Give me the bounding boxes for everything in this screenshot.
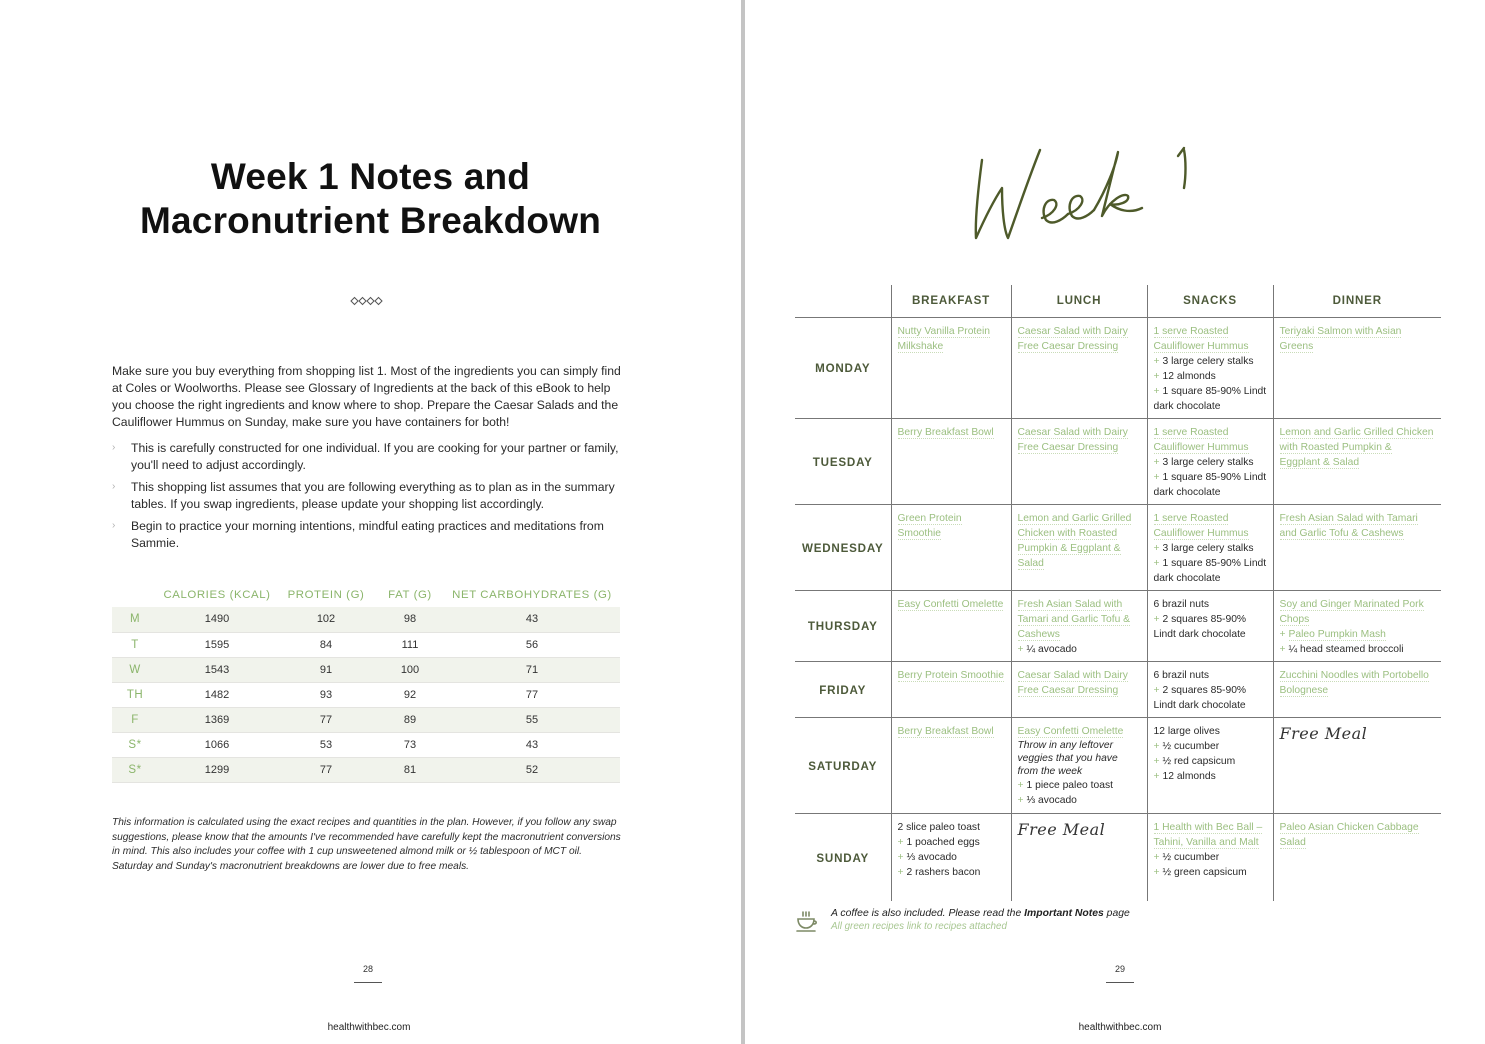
extra-text: ½ red capsicum bbox=[1162, 755, 1236, 767]
macro-carbs: 56 bbox=[444, 632, 620, 657]
plus-icon: + bbox=[897, 836, 904, 848]
plus-icon: + bbox=[897, 866, 904, 878]
snack-extra bbox=[1154, 683, 1267, 713]
diamond-ornament-icon bbox=[350, 295, 384, 307]
macro-protein: 77 bbox=[276, 707, 376, 732]
recipe-link[interactable]: Fresh Asian Salad with Tamari and Garlic Tofu & Cashews bbox=[1017, 598, 1131, 640]
snack-extra bbox=[1154, 455, 1267, 470]
macro-fat: 111 bbox=[376, 632, 444, 657]
plus-icon: + bbox=[1153, 740, 1160, 752]
recipe-link[interactable]: Lemon and Garlic Grilled Chicken with Roasted Pumpkin & Eggplant & Salad bbox=[1279, 426, 1434, 468]
snacks-cell bbox=[1147, 717, 1273, 813]
day-row-tuesday bbox=[795, 418, 1441, 504]
day-row-wednesday bbox=[795, 504, 1441, 590]
header-breakfast: BREAKFAST bbox=[891, 285, 1011, 317]
snack-extra bbox=[1154, 354, 1267, 369]
snack-extra bbox=[1154, 850, 1267, 865]
macro-carbs: 52 bbox=[444, 757, 620, 782]
bullet-text: Begin to practice your morning intentions, mindful eating practices and meditations from Sammie. bbox=[131, 519, 604, 550]
lunch-extra bbox=[1018, 778, 1141, 793]
header-dinner: DINNER bbox=[1273, 285, 1441, 317]
day-label: MONDAY bbox=[795, 317, 891, 418]
website-footer[interactable]: healthwithbec.com bbox=[327, 1022, 411, 1033]
extra-text: 3 large celery stalks bbox=[1162, 542, 1254, 554]
free-meal-label: Free Meal bbox=[1279, 723, 1368, 743]
day-label: THURSDAY bbox=[795, 590, 891, 661]
day-label: TUESDAY bbox=[795, 418, 891, 504]
extra-text: 2 squares 85-90% Lindt dark chocolate bbox=[1153, 613, 1247, 640]
recipe-link[interactable]: Caesar Salad with Dairy Free Caesar Dressing bbox=[1017, 325, 1128, 352]
breakfast-extra bbox=[898, 835, 1005, 850]
macro-carbs: 77 bbox=[444, 682, 620, 707]
macro-row bbox=[112, 657, 620, 682]
extra-text: 1 square 85-90% Lindt dark chocolate bbox=[1153, 385, 1267, 412]
recipe-link[interactable]: Soy and Ginger Marinated Pork Chops bbox=[1279, 598, 1424, 625]
plus-icon: + bbox=[1153, 471, 1160, 483]
footnote: This information is calculated using the exact recipes and quantities in the plan. However, if you follow any swap suggestions, please know that the amounts I've recommended have carefully kept the macronutrient conversions in mind. This also includes your coffee with 1 cup unsweetened almond milk or ½ tablespoon of MCT oil. Saturday and Sunday's macronutrient breakdowns are lower due to free meals. bbox=[112, 817, 621, 872]
lunch-cell bbox=[1011, 418, 1147, 504]
lunch-cell bbox=[1011, 661, 1147, 717]
coffee-note-suffix: page bbox=[1103, 908, 1130, 919]
plus-icon: + bbox=[1153, 755, 1160, 767]
recipe-link[interactable]: Caesar Salad with Dairy Free Caesar Dressing bbox=[1017, 426, 1128, 453]
coffee-note-prefix: A coffee is also included. Please read the bbox=[831, 908, 1025, 919]
plus-icon: + bbox=[1153, 866, 1160, 878]
plus-icon: + bbox=[1017, 794, 1024, 806]
dinner-cell bbox=[1273, 661, 1441, 717]
page-title bbox=[0, 155, 741, 243]
day-label: SATURDAY bbox=[795, 717, 891, 813]
plus-icon: + bbox=[1153, 456, 1160, 468]
extra-text: 2 squares 85-90% Lindt dark chocolate bbox=[1153, 684, 1247, 711]
recipe-link[interactable]: Nutty Vanilla Protein Milkshake bbox=[897, 325, 991, 352]
dinner-cell bbox=[1273, 504, 1441, 590]
recipe-link[interactable]: Green Protein Smoothie bbox=[897, 512, 962, 539]
macro-calories: 1543 bbox=[158, 657, 276, 682]
plus-icon: + bbox=[1153, 557, 1160, 569]
notes-list-item bbox=[112, 518, 622, 551]
macro-protein: 93 bbox=[276, 682, 376, 707]
website-footer[interactable]: healthwithbec.com bbox=[1078, 1022, 1162, 1033]
chevron-right-icon: › bbox=[112, 481, 116, 492]
green-recipes-note: All green recipes link to recipes attached bbox=[831, 921, 1007, 932]
macro-carbs: 43 bbox=[444, 732, 620, 757]
extra-text: 1 piece paleo toast bbox=[1026, 779, 1113, 791]
day-row-sunday bbox=[795, 813, 1441, 901]
extra-text: 12 almonds bbox=[1162, 370, 1216, 382]
extra-text: ¼ avocado bbox=[1026, 643, 1077, 655]
day-row-saturday bbox=[795, 717, 1441, 813]
breakfast-extra bbox=[898, 850, 1005, 865]
recipe-link[interactable]: 1 serve Roasted Cauliflower Hummus bbox=[1153, 426, 1249, 453]
macronutrient-table bbox=[112, 583, 620, 783]
lunch-extra bbox=[1018, 793, 1141, 808]
extra-text: 1 poached eggs bbox=[906, 836, 980, 848]
macro-fat: 98 bbox=[376, 607, 444, 632]
lunch-cell bbox=[1011, 717, 1147, 813]
macro-header-day bbox=[112, 583, 158, 607]
plus-icon: + bbox=[1153, 770, 1160, 782]
macro-protein: 53 bbox=[276, 732, 376, 757]
notes-list bbox=[112, 440, 622, 557]
snack-extra bbox=[1154, 754, 1267, 769]
macro-row bbox=[112, 607, 620, 632]
macro-day: F bbox=[112, 707, 158, 732]
macro-protein: 84 bbox=[276, 632, 376, 657]
macro-fat: 81 bbox=[376, 757, 444, 782]
lunch-cell bbox=[1011, 317, 1147, 418]
plus-icon: + bbox=[1279, 628, 1286, 640]
extra-text: 3 large celery stalks bbox=[1162, 456, 1254, 468]
coffee-note bbox=[795, 908, 1130, 934]
recipe-link[interactable]: Fresh Asian Salad with Tamari and Garlic Tofu & Cashews bbox=[1279, 512, 1418, 539]
macro-row bbox=[112, 732, 620, 757]
macro-header-carbs: NET CARBOHYDRATES (G) bbox=[452, 589, 612, 601]
snacks-cell bbox=[1147, 813, 1273, 901]
meal-plan-header-row bbox=[795, 285, 1441, 317]
extra-text: ⅓ avocado bbox=[906, 851, 957, 863]
lunch-extra bbox=[1018, 642, 1141, 657]
breakfast-cell bbox=[891, 661, 1011, 717]
recipe-link[interactable]: Caesar Salad with Dairy Free Caesar Dressing bbox=[1017, 669, 1128, 696]
lunch-cell bbox=[1011, 504, 1147, 590]
chevron-right-icon: › bbox=[112, 520, 116, 531]
snacks-cell bbox=[1147, 504, 1273, 590]
title-line-2: Macronutrient Breakdown bbox=[140, 200, 601, 241]
plus-icon: + bbox=[1153, 851, 1160, 863]
snack-text: 6 brazil nuts bbox=[1153, 598, 1210, 610]
macro-protein: 77 bbox=[276, 757, 376, 782]
macro-protein: 102 bbox=[276, 607, 376, 632]
plus-icon: + bbox=[1153, 613, 1160, 625]
snack-extra bbox=[1154, 556, 1267, 586]
page-number-rule bbox=[354, 982, 382, 983]
extra-text: 12 almonds bbox=[1162, 770, 1216, 782]
breakfast-cell bbox=[891, 317, 1011, 418]
macro-carbs: 55 bbox=[444, 707, 620, 732]
macro-header-row bbox=[112, 583, 620, 607]
macro-calories: 1595 bbox=[158, 632, 276, 657]
plus-icon: + bbox=[1017, 643, 1024, 655]
macro-day: T bbox=[112, 632, 158, 657]
dinner-recipe-extra bbox=[1280, 627, 1436, 642]
plus-icon: + bbox=[1279, 643, 1286, 655]
plus-icon: + bbox=[1153, 684, 1160, 696]
extra-text: 1 square 85-90% Lindt dark chocolate bbox=[1153, 471, 1267, 498]
dinner-cell bbox=[1273, 717, 1441, 813]
header-blank bbox=[795, 285, 891, 317]
extra-text: 1 square 85-90% Lindt dark chocolate bbox=[1153, 557, 1267, 584]
macro-header-calories: CALORIES (KCAL) bbox=[163, 589, 271, 601]
snack-extra bbox=[1154, 369, 1267, 384]
recipe-link[interactable]: Berry Breakfast Bowl bbox=[897, 426, 994, 438]
day-row-monday bbox=[795, 317, 1441, 418]
breakfast-text: 2 slice paleo toast bbox=[897, 821, 980, 833]
breakfast-cell bbox=[891, 813, 1011, 901]
right-page bbox=[745, 0, 1485, 1044]
header-snacks: SNACKS bbox=[1147, 285, 1273, 317]
coffee-note-text bbox=[831, 908, 1130, 932]
macro-calories: 1490 bbox=[158, 607, 276, 632]
dinner-cell bbox=[1273, 317, 1441, 418]
extra-text: 3 large celery stalks bbox=[1162, 355, 1254, 367]
recipe-link[interactable]: Teriyaki Salmon with Asian Greens bbox=[1279, 325, 1402, 352]
breakfast-cell bbox=[891, 717, 1011, 813]
breakfast-cell bbox=[891, 590, 1011, 661]
macro-row bbox=[112, 707, 620, 732]
coffee-note-line bbox=[831, 908, 1130, 919]
recipe-link[interactable]: Easy Confetti Omelette bbox=[897, 598, 1004, 610]
extra-text: 2 rashers bacon bbox=[906, 866, 981, 878]
day-row-thursday bbox=[795, 590, 1441, 661]
important-notes-link[interactable]: Important Notes bbox=[1024, 908, 1104, 919]
page-number-rule bbox=[1106, 982, 1134, 983]
snack-extra bbox=[1154, 769, 1267, 784]
snack-text: 6 brazil nuts bbox=[1153, 669, 1210, 681]
macro-header-protein: PROTEIN (G) bbox=[287, 589, 365, 601]
snacks-cell bbox=[1147, 590, 1273, 661]
snacks-cell bbox=[1147, 317, 1273, 418]
snacks-cell bbox=[1147, 661, 1273, 717]
plus-icon: + bbox=[1017, 779, 1024, 791]
notes-list-item bbox=[112, 479, 622, 512]
chevron-right-icon: › bbox=[112, 442, 116, 453]
dinner-cell bbox=[1273, 590, 1441, 661]
day-row-friday bbox=[795, 661, 1441, 717]
extra-text: ½ green capsicum bbox=[1162, 866, 1247, 878]
macro-calories: 1369 bbox=[158, 707, 276, 732]
recipe-link[interactable]: Paleo Pumpkin Mash bbox=[1288, 628, 1386, 640]
recipe-link[interactable]: 1 serve Roasted Cauliflower Hummus bbox=[1153, 325, 1249, 352]
macro-day: W bbox=[112, 657, 158, 682]
macro-fat: 89 bbox=[376, 707, 444, 732]
macro-header-fat: FAT (G) bbox=[388, 589, 432, 601]
intro-paragraph: Make sure you buy everything from shopping list 1. Most of the ingredients you can simply find at Coles or Woolworths. Please see Glossary of Ingredients at the back of this eBook to help you choose the right ingredients and know where to shop. Prepare the Caesar Salads and the Cauliflower Hummus on Sunday, make sure you have containers for both! bbox=[112, 364, 621, 429]
header-lunch: LUNCH bbox=[1011, 285, 1147, 317]
snack-extra bbox=[1154, 865, 1267, 880]
extra-text: ½ cucumber bbox=[1162, 851, 1220, 863]
page-number: 28 bbox=[362, 964, 373, 974]
day-label: WEDNESDAY bbox=[795, 504, 891, 590]
extra-text: ⅓ avocado bbox=[1026, 794, 1077, 806]
meal-plan-table bbox=[795, 285, 1441, 901]
dinner-extra bbox=[1280, 642, 1436, 657]
recipe-link[interactable]: Easy Confetti Omelette bbox=[1017, 725, 1124, 737]
macro-row bbox=[112, 632, 620, 657]
macro-row bbox=[112, 682, 620, 707]
coffee-cup-icon bbox=[795, 910, 819, 934]
lunch-cell bbox=[1011, 813, 1147, 901]
page-number: 29 bbox=[1114, 964, 1125, 974]
plus-icon: + bbox=[1153, 542, 1160, 554]
recipe-link[interactable]: Paleo Asian Chicken Cabbage Salad bbox=[1279, 821, 1419, 848]
macro-row bbox=[112, 757, 620, 782]
day-label: FRIDAY bbox=[795, 661, 891, 717]
breakfast-cell bbox=[891, 504, 1011, 590]
recipe-link[interactable]: Lemon and Garlic Grilled Chicken with Roasted Pumpkin & Eggplant & Salad bbox=[1017, 512, 1132, 569]
plus-icon: + bbox=[1153, 370, 1160, 382]
macro-calories: 1066 bbox=[158, 732, 276, 757]
macro-fat: 92 bbox=[376, 682, 444, 707]
recipe-link[interactable]: Berry Breakfast Bowl bbox=[897, 725, 994, 737]
extra-text: ¼ head steamed broccoli bbox=[1288, 643, 1404, 655]
snack-extra bbox=[1154, 470, 1267, 500]
plus-icon: + bbox=[897, 851, 904, 863]
bullet-text: This is carefully constructed for one individual. If you are cooking for your partner or family, you'll need to adjust accordingly. bbox=[131, 441, 619, 472]
breakfast-extra bbox=[898, 865, 1005, 880]
day-label: SUNDAY bbox=[816, 851, 870, 865]
macro-day: S* bbox=[112, 757, 158, 782]
left-page bbox=[0, 0, 741, 1044]
macro-fat: 73 bbox=[376, 732, 444, 757]
week-1-script-title bbox=[970, 130, 1220, 250]
snack-text: 12 large olives bbox=[1153, 725, 1220, 737]
macro-fat: 100 bbox=[376, 657, 444, 682]
macro-calories: 1299 bbox=[158, 757, 276, 782]
free-meal-label: Free Meal bbox=[1017, 819, 1106, 839]
dinner-cell bbox=[1273, 813, 1441, 901]
macro-calories: 1482 bbox=[158, 682, 276, 707]
breakfast-cell bbox=[891, 418, 1011, 504]
lunch-note: Throw in any leftover veggies that you have from the week bbox=[1017, 739, 1118, 777]
recipe-link[interactable]: 1 Health with Bec Ball – Tahini, Vanilla and Malt bbox=[1153, 821, 1263, 848]
dinner-cell bbox=[1273, 418, 1441, 504]
macro-protein: 91 bbox=[276, 657, 376, 682]
macro-day: M bbox=[112, 607, 158, 632]
macro-day: S* bbox=[112, 732, 158, 757]
recipe-link[interactable]: Zucchini Noodles with Portobello Bolognese bbox=[1279, 669, 1429, 696]
snack-extra bbox=[1154, 739, 1267, 754]
recipe-link[interactable]: 1 serve Roasted Cauliflower Hummus bbox=[1153, 512, 1249, 539]
snack-extra bbox=[1154, 384, 1267, 414]
plus-icon: + bbox=[1153, 355, 1160, 367]
notes-list-item bbox=[112, 440, 622, 473]
snack-extra bbox=[1154, 541, 1267, 556]
title-line-1: Week 1 Notes and bbox=[210, 156, 531, 197]
extra-text: ½ cucumber bbox=[1162, 740, 1220, 752]
macro-carbs: 43 bbox=[444, 607, 620, 632]
macro-day: TH bbox=[112, 682, 158, 707]
snacks-cell bbox=[1147, 418, 1273, 504]
macro-carbs: 71 bbox=[444, 657, 620, 682]
bullet-text: This shopping list assumes that you are following everything as to plan as in the summary tables. If you swap ingredients, please update your shopping list accordingly. bbox=[131, 480, 615, 511]
recipe-link[interactable]: Berry Protein Smoothie bbox=[897, 669, 1004, 681]
plus-icon: + bbox=[1153, 385, 1160, 397]
lunch-cell bbox=[1011, 590, 1147, 661]
snack-extra bbox=[1154, 612, 1267, 642]
